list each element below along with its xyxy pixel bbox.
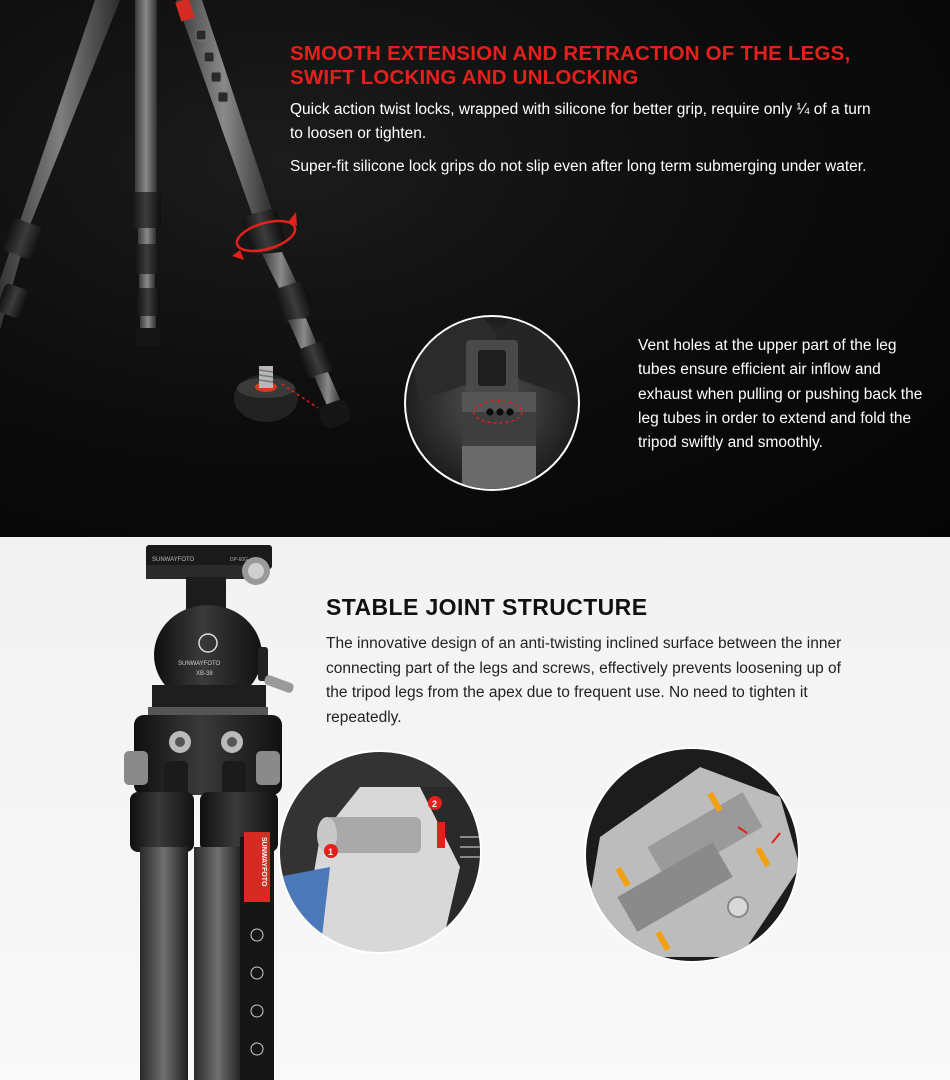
ballhead-model-label: XB-38: [196, 671, 213, 677]
callout-1: 1: [328, 847, 334, 857]
twist-lock-description: Quick action twist locks, wrapped with silicone for better grip, require only ¼ of a turn to loosen or tighten.: [290, 101, 871, 142]
rubber-foot: [234, 366, 318, 422]
ballhead-brand-label: SUNWAYFOTO: [178, 661, 221, 667]
clamp-brand-label: SUNWAYFOTO: [152, 557, 195, 563]
joint-structure-description: The innovative design of an anti-twisting inclined surface between the inner connecting part of the legs and screws, effectively prevents loosening up of the tripod legs from the apex due to frequent use. No need to tighten it repeatedly.: [326, 635, 842, 726]
ball-head: [148, 577, 295, 715]
section-headline: [290, 42, 930, 90]
tripod-apex: [124, 715, 282, 799]
feature-section-twist-locks: [0, 0, 950, 537]
tripod-legs: [130, 792, 278, 1080]
section-title: STABLE JOINT STRUCTURE: [326, 594, 648, 620]
vent-holes-closeup: [400, 300, 584, 494]
feature-section-joint-structure: [0, 537, 950, 1080]
left-leg: [0, 0, 120, 330]
joint-cutaway-closeup: [584, 747, 800, 963]
vent-holes-description: Vent holes at the upper part of the leg tubes ensure efficient air inflow and exhaust when pulling or pushing back the leg tubes in order to extend and fold the tripod swiftly and smoothly.: [638, 337, 923, 452]
headline-line-2: SWIFT LOCKING AND UNLOCKING: [290, 66, 639, 89]
joint-pin-closeup: [278, 750, 482, 954]
silicone-grip-description: Super-fit silicone lock grips do not slip even after long term submerging under water.: [290, 158, 867, 175]
headline-line-1: SMOOTH EXTENSION AND RETRACTION OF THE LEGS,: [290, 42, 851, 65]
callout-2: 2: [432, 799, 438, 809]
center-leg: [131, 0, 161, 346]
clamp-model-label: DP-60G: [230, 557, 249, 563]
leg-brand-label: SUNWAYFOTO: [260, 837, 267, 887]
